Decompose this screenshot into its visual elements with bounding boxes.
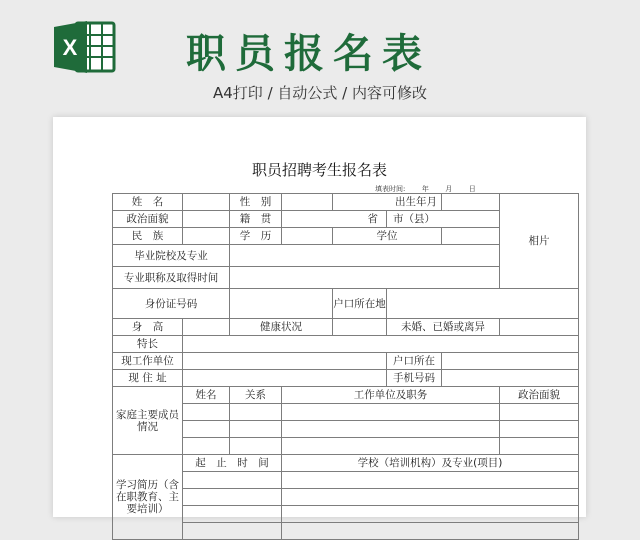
cell-current-unit[interactable] bbox=[183, 353, 387, 370]
family-cell[interactable] bbox=[230, 421, 282, 438]
label-province: 省 bbox=[282, 211, 387, 228]
study-cell[interactable] bbox=[183, 523, 282, 540]
cell-id-number[interactable] bbox=[230, 289, 333, 319]
table-row bbox=[113, 336, 579, 353]
svg-text:X: X bbox=[62, 35, 78, 60]
label-name: 姓 名 bbox=[113, 194, 183, 211]
header-family-unit: 工作单位及职务 bbox=[282, 387, 500, 404]
cell-ethnic[interactable] bbox=[183, 228, 230, 245]
fill-date-month: 月 bbox=[445, 185, 453, 193]
table-row bbox=[113, 506, 579, 523]
cell-height[interactable] bbox=[183, 319, 230, 336]
study-cell[interactable] bbox=[183, 506, 282, 523]
family-cell[interactable] bbox=[183, 404, 230, 421]
label-school-major: 毕业院校及专业 bbox=[113, 245, 230, 267]
cell-birth[interactable] bbox=[442, 194, 500, 211]
label-hukou2: 户口所在 bbox=[387, 353, 442, 370]
fill-date-day: 日 bbox=[468, 185, 476, 193]
label-specialty: 特长 bbox=[113, 336, 183, 353]
label-politics: 政治面貌 bbox=[113, 211, 183, 228]
header-family-name: 姓名 bbox=[183, 387, 230, 404]
registration-table bbox=[112, 193, 579, 540]
family-cell[interactable] bbox=[500, 421, 579, 438]
table-row bbox=[113, 523, 579, 540]
family-cell[interactable] bbox=[183, 421, 230, 438]
table-row bbox=[113, 370, 579, 387]
study-cell[interactable] bbox=[282, 506, 579, 523]
cell-marital[interactable] bbox=[500, 319, 579, 336]
banner-subtitle: A4打印 / 自动公式 / 内容可修改 bbox=[213, 84, 427, 102]
table-row bbox=[113, 455, 579, 472]
table-row bbox=[113, 194, 579, 211]
cell-degree[interactable] bbox=[442, 228, 500, 245]
label-marital: 未婚、已婚或离异 bbox=[387, 319, 500, 336]
family-cell[interactable] bbox=[282, 404, 500, 421]
fill-date-year: 年 bbox=[421, 185, 429, 193]
cell-address[interactable] bbox=[183, 370, 387, 387]
table-row bbox=[113, 472, 579, 489]
table-row bbox=[113, 319, 579, 336]
cell-mobile[interactable] bbox=[442, 370, 579, 387]
label-native: 籍 贯 bbox=[230, 211, 282, 228]
cell-specialty[interactable] bbox=[183, 336, 579, 353]
label-height: 身 高 bbox=[113, 319, 183, 336]
fill-date-label: 填表时间: bbox=[375, 185, 406, 193]
table-row bbox=[113, 404, 579, 421]
header-family-politics: 政治面貌 bbox=[500, 387, 579, 404]
label-hukou: 户口所在地 bbox=[333, 289, 387, 319]
label-address: 现 住 址 bbox=[113, 370, 183, 387]
table-row bbox=[113, 489, 579, 506]
label-education: 学 历 bbox=[230, 228, 282, 245]
label-birth: 出生年月 bbox=[333, 194, 442, 211]
cell-politics[interactable] bbox=[183, 211, 230, 228]
cell-title-time[interactable] bbox=[230, 267, 500, 289]
table-row bbox=[113, 421, 579, 438]
form-title: 职员招聘考生报名表 bbox=[251, 161, 387, 179]
label-mobile: 手机号码 bbox=[387, 370, 442, 387]
table-row bbox=[113, 387, 579, 404]
label-family: 家庭主要成员情况 bbox=[113, 387, 183, 455]
cell-education[interactable] bbox=[282, 228, 333, 245]
family-cell[interactable] bbox=[230, 404, 282, 421]
family-cell[interactable] bbox=[282, 421, 500, 438]
label-city: 市（县） bbox=[387, 211, 500, 228]
family-cell[interactable] bbox=[230, 438, 282, 455]
cell-gender[interactable] bbox=[282, 194, 333, 211]
label-health: 健康状况 bbox=[230, 319, 333, 336]
study-cell[interactable] bbox=[282, 489, 579, 506]
label-title-time: 专业职称及取得时间 bbox=[113, 267, 230, 289]
table-row bbox=[113, 353, 579, 370]
family-cell[interactable] bbox=[500, 438, 579, 455]
cell-school-major[interactable] bbox=[230, 245, 500, 267]
table-row bbox=[113, 289, 579, 319]
cell-health[interactable] bbox=[333, 319, 387, 336]
excel-icon bbox=[54, 20, 116, 74]
label-degree: 学位 bbox=[333, 228, 442, 245]
banner-title: 职员报名表 bbox=[186, 30, 431, 77]
study-cell[interactable] bbox=[183, 489, 282, 506]
cell-hukou[interactable] bbox=[387, 289, 579, 319]
study-cell[interactable] bbox=[282, 523, 579, 540]
cell-name[interactable] bbox=[183, 194, 230, 211]
form-sheet bbox=[53, 117, 586, 517]
family-cell[interactable] bbox=[500, 404, 579, 421]
header-study-period: 起 止 时 间 bbox=[183, 455, 282, 472]
cell-hukou2[interactable] bbox=[442, 353, 579, 370]
label-ethnic: 民 族 bbox=[113, 228, 183, 245]
header-family-relation: 关系 bbox=[230, 387, 282, 404]
family-cell[interactable] bbox=[183, 438, 230, 455]
label-current-unit: 现工作单位 bbox=[113, 353, 183, 370]
header-study-school: 学校（培训机构）及专业(项目) bbox=[282, 455, 579, 472]
study-cell[interactable] bbox=[183, 472, 282, 489]
label-study: 学习简历（含在职教育、主要培训） bbox=[113, 455, 183, 540]
label-gender: 性 别 bbox=[230, 194, 282, 211]
table-row bbox=[113, 438, 579, 455]
label-id-number: 身份证号码 bbox=[113, 289, 230, 319]
family-cell[interactable] bbox=[282, 438, 500, 455]
photo-cell[interactable]: 相片 bbox=[500, 194, 579, 289]
study-cell[interactable] bbox=[282, 472, 579, 489]
